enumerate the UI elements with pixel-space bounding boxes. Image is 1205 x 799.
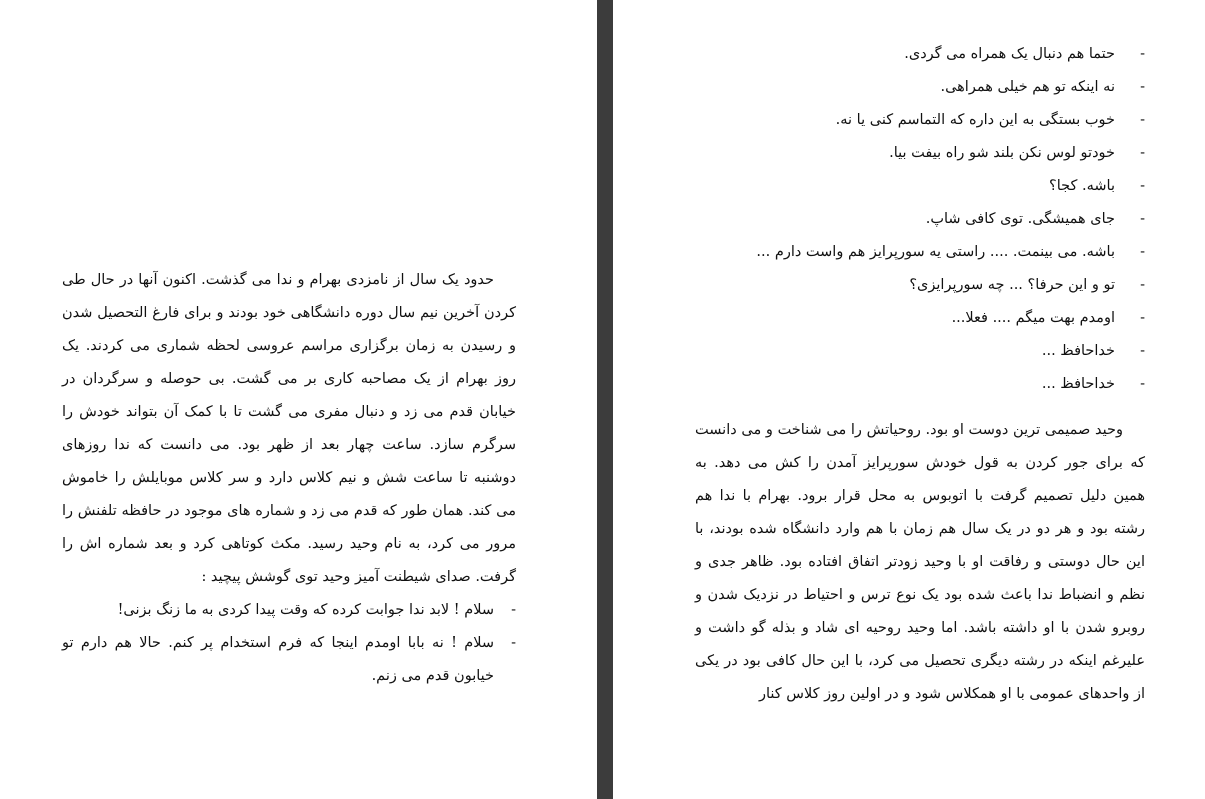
- right-paragraph: وحید صمیمی ترین دوست او بود. روحیاتش را می شناخت و می دانست که برای جور کردن به قول خودش سورپرایز آمدن را کش می دهد. به همین دلیل تصمیم گرفت با اتوبوس به محل قرار برود. بهرام با ندا هم رشته بود و هر دو در یک سال هم زمان با هم وارد دانشگاه شده بودند، با این حال دوستی و رفاقت او با وحید زودتر اتفاق افتاده بود. ظاهر جدی و نظم و انضباط ندا باعث شده بود یک نوع ترس و احتیاط در نزدیک شدن و روبرو شدن با او داشته باشد. اما وحید روحیه ای شاد و بذله گو داشت و علیرغم اینکه در رشته دیگری تحصیل می کرد، با این حال کافی بود در یکی از واحدهای عمومی با او همکلاس شود و در اولین روز کلاس کنار: [695, 422, 1145, 702]
- dialogue-dash: -: [1140, 46, 1145, 62]
- left-page-text: [62, 264, 516, 693]
- left-page: [0, 0, 597, 799]
- dialogue-line: [695, 335, 1145, 368]
- right-dialogue-list: [695, 38, 1145, 401]
- dialogue-text: باشه. کجا؟: [1049, 178, 1115, 194]
- dialogue-line: [695, 203, 1145, 236]
- dialogue-text: خودتو لوس نکن بلند شو راه بیفت بیا.: [889, 145, 1115, 161]
- dialogue-text: سلام ! نه بابا اومدم اینجا که فرم استخدام پر کنم. حالا هم دارم تو خیابون قدم می زنم.: [62, 635, 494, 684]
- dialogue-line: [695, 236, 1145, 269]
- dialogue-text: اومدم بهت میگم .... فعلا...: [951, 310, 1115, 326]
- dialogue-text: تو و این حرفا؟ ... چه سورپرایزی؟: [909, 277, 1115, 293]
- dialogue-dash: -: [1140, 244, 1145, 260]
- dialogue-dash: -: [1140, 178, 1145, 194]
- dialogue-line: [695, 170, 1145, 203]
- dialogue-text: نه اینکه تو هم خیلی همراهی.: [940, 79, 1115, 95]
- dialogue-text: باشه. می بینمت. .... راستی یه سورپرایز هم واست دارم ...: [756, 244, 1115, 260]
- right-page: [613, 0, 1205, 799]
- right-page-text: [695, 414, 1145, 711]
- dialogue-line: [62, 594, 516, 627]
- dialogue-line: [62, 627, 516, 693]
- dialogue-text: خوب بستگی به این داره که التماسم کنی یا نه.: [835, 112, 1115, 128]
- dialogue-text: خداحافظ ...: [1041, 343, 1115, 359]
- dialogue-text: جای همیشگی. توی کافی شاپ.: [925, 211, 1115, 227]
- dialogue-line: [695, 269, 1145, 302]
- dialogue-line: [695, 302, 1145, 335]
- dialogue-text: سلام ! لابد ندا جوابت کرده که وقت پیدا کردی به ما زنگ بزنی!: [117, 602, 494, 618]
- dialogue-text: خداحافظ ...: [1041, 376, 1115, 392]
- dialogue-text: حتما هم دنبال یک همراه می گردی.: [904, 46, 1115, 62]
- dialogue-line: [695, 38, 1145, 71]
- dialogue-dash: -: [511, 635, 516, 651]
- dialogue-dash: -: [1140, 79, 1145, 95]
- dialogue-dash: -: [1140, 145, 1145, 161]
- dialogue-dash: -: [1140, 376, 1145, 392]
- dialogue-line: [695, 137, 1145, 170]
- page-gutter: [597, 0, 613, 799]
- dialogue-dash: -: [1140, 211, 1145, 227]
- dialogue-dash: -: [1140, 310, 1145, 326]
- left-paragraph: حدود یک سال از نامزدی بهرام و ندا می گذشت. اکنون آنها در حال طی کردن آخرین نیم سال دوره دانشگاهی خود بودند و برای فارغ التحصیل شدن و رسیدن به زمان برگزاری مراسم عروسی لحظه شماری می کردند. یک روز بهرام از یک مصاحبه کاری بر می گشت. بی حوصله و سرگردان در خیابان قدم می زد و دنبال مفری می گشت تا با کمک آن بتواند خودش را سرگرم سازد. ساعت چهار بعد از ظهر بود. می دانست که ندا روزهای دوشنبه تا ساعت شش و نیم کلاس دارد و سر کلاس موبایلش را خاموش می کند. همان طور که قدم می زد و شماره های موجود در حافظه تلفنش را مرور می کرد، به نام وحید رسید. مکث کوتاهی کرد و بعد شماره اش را گرفت. صدای شیطنت آمیز وحید توی گوشش پیچید :: [62, 272, 516, 585]
- dialogue-dash: -: [1140, 277, 1145, 293]
- dialogue-dash: -: [511, 602, 516, 618]
- dialogue-line: [695, 71, 1145, 104]
- dialogue-line: [695, 368, 1145, 401]
- dialogue-line: [695, 104, 1145, 137]
- dialogue-dash: -: [1140, 112, 1145, 128]
- dialogue-dash: -: [1140, 343, 1145, 359]
